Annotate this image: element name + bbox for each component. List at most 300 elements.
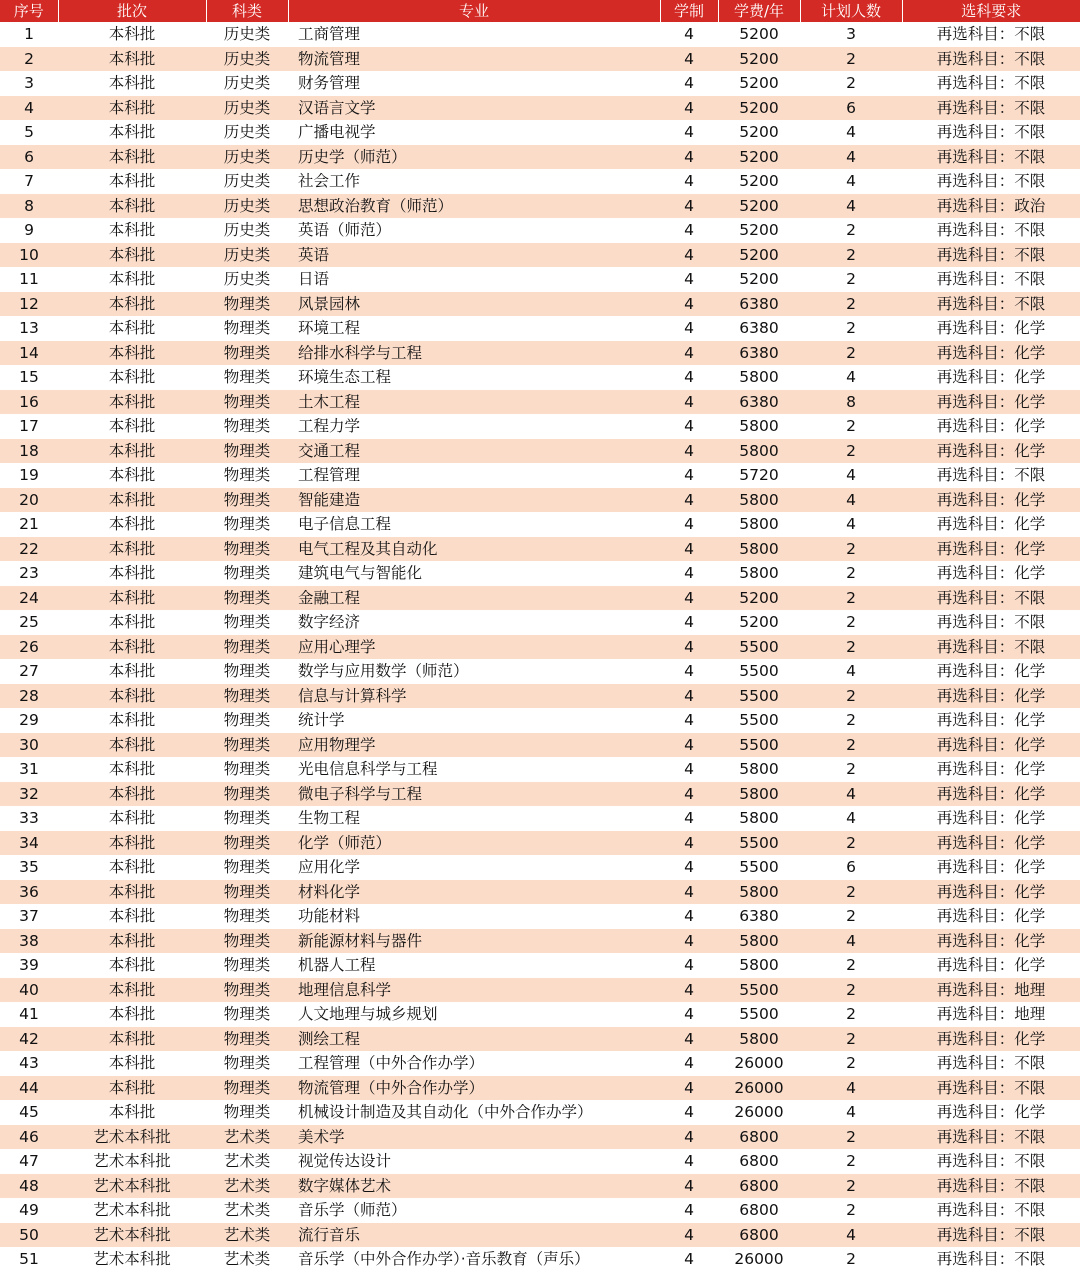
cell-batch: 本科批: [58, 243, 206, 268]
cell-major: 金融工程: [288, 586, 660, 611]
cell-batch: 本科批: [58, 831, 206, 856]
cell-major: 统计学: [298, 711, 345, 730]
cell-subject-requirement: 再选科目：化学: [936, 760, 1046, 779]
cell-plan-count: 4: [800, 929, 902, 954]
cell-duration: 4: [660, 439, 718, 464]
cell-tuition: 5800: [739, 368, 779, 387]
cell-index: 42: [0, 1027, 58, 1052]
cell-batch: 本科批: [108, 1005, 156, 1024]
cell-duration: 4: [684, 662, 694, 681]
cell-major: 化学（师范）: [288, 831, 660, 856]
cell-tuition: 5500: [739, 662, 779, 681]
cell-category: 物理类: [206, 488, 288, 513]
cell-subject-requirement: 再选科目：不限: [936, 1054, 1046, 1073]
cell-duration: 4: [660, 243, 718, 268]
table-row: [0, 1223, 1080, 1248]
cell-duration: 4: [660, 292, 718, 317]
cell-plan-count: 4: [800, 782, 902, 807]
cell-subject-requirement: 再选科目：不限: [902, 635, 1080, 660]
cell-plan-count: 4: [800, 194, 902, 219]
cell-index: 4: [0, 96, 58, 121]
cell-category: 物理类: [223, 319, 271, 338]
cell-duration: 4: [684, 221, 694, 240]
cell-subject-requirement: 再选科目：化学: [936, 711, 1046, 730]
cell-index: 32: [0, 782, 58, 807]
table-row: [0, 880, 1080, 905]
table-row: [0, 243, 1080, 268]
cell-batch: 本科批: [58, 488, 206, 513]
cell-batch: 本科批: [58, 978, 206, 1003]
cell-index: 2: [0, 47, 58, 72]
cell-major: 人文地理与城乡规划: [298, 1005, 438, 1024]
table-row: [0, 439, 1080, 464]
cell-plan-count: 2: [846, 1005, 856, 1024]
cell-category: 历史类: [223, 221, 271, 240]
cell-major: 交通工程: [288, 439, 660, 464]
cell-tuition: 5720: [739, 466, 779, 485]
table-header: [0, 0, 1080, 22]
cell-duration: 4: [684, 1103, 694, 1122]
cell-batch: 本科批: [58, 880, 206, 905]
cell-tuition: 26000: [734, 1054, 784, 1073]
cell-batch: 本科批: [108, 1103, 156, 1122]
cell-major: 生物工程: [298, 809, 361, 828]
cell-duration: 4: [660, 47, 718, 72]
cell-batch: 本科批: [58, 47, 206, 72]
header-duration: 学制: [660, 0, 718, 22]
cell-tuition: 5800: [739, 760, 779, 779]
cell-subject-requirement: 再选科目：不限: [936, 123, 1046, 142]
cell-major: 汉语言文学: [288, 96, 660, 121]
cell-duration: 4: [684, 1250, 694, 1269]
cell-tuition: 5800: [739, 417, 779, 436]
cell-major: 应用物理学: [288, 733, 660, 758]
cell-plan-count: 2: [800, 292, 902, 317]
cell-subject-requirement: 再选科目：不限: [902, 145, 1080, 170]
cell-batch: 本科批: [108, 711, 156, 730]
cell-subject-requirement: 再选科目：不限: [902, 1174, 1080, 1199]
cell-duration: 4: [660, 831, 718, 856]
cell-index: 18: [0, 439, 58, 464]
cell-plan-count: 2: [800, 439, 902, 464]
cell-batch: 本科批: [108, 221, 156, 240]
cell-plan-count: 2: [800, 831, 902, 856]
cell-subject-requirement: 再选科目：化学: [936, 417, 1046, 436]
cell-category: 物理类: [223, 613, 271, 632]
table-row: [0, 145, 1080, 170]
table-row: [0, 390, 1080, 415]
table-row: [0, 733, 1080, 758]
cell-duration: 4: [660, 1027, 718, 1052]
cell-plan-count: 2: [846, 1201, 856, 1220]
cell-index: 37: [19, 907, 39, 926]
cell-batch: 艺术本科批: [93, 1201, 171, 1220]
cell-tuition: 6800: [739, 1201, 779, 1220]
cell-plan-count: 2: [846, 319, 856, 338]
cell-index: 36: [0, 880, 58, 905]
cell-tuition: 5800: [739, 809, 779, 828]
cell-category: 艺术类: [223, 1201, 271, 1220]
cell-batch: 艺术本科批: [58, 1223, 206, 1248]
cell-subject-requirement: 再选科目：化学: [936, 319, 1046, 338]
cell-tuition: 6800: [718, 1125, 800, 1150]
cell-tuition: 5200: [739, 123, 779, 142]
cell-major: 材料化学: [288, 880, 660, 905]
cell-plan-count: 2: [846, 1152, 856, 1171]
cell-duration: 4: [660, 488, 718, 513]
cell-category: 物理类: [223, 1103, 271, 1122]
cell-index: 48: [0, 1174, 58, 1199]
table-row: [0, 659, 1080, 684]
cell-major: 新能源材料与器件: [288, 929, 660, 954]
cell-tuition: 5500: [718, 978, 800, 1003]
cell-duration: 4: [684, 956, 694, 975]
cell-category: 物理类: [223, 564, 271, 583]
cell-index: 26: [0, 635, 58, 660]
cell-major: 音乐学（中外合作办学）·音乐教育（声乐）: [298, 1250, 590, 1269]
cell-subject-requirement: 再选科目：化学: [902, 341, 1080, 366]
cell-subject-requirement: 再选科目：化学: [902, 537, 1080, 562]
cell-category: 历史类: [223, 25, 271, 44]
cell-batch: 本科批: [108, 74, 156, 93]
cell-tuition: 5200: [739, 270, 779, 289]
table-row: [0, 1076, 1080, 1101]
cell-duration: 4: [684, 809, 694, 828]
cell-tuition: 26000: [734, 1103, 784, 1122]
cell-batch: 本科批: [108, 564, 156, 583]
cell-tuition: 5200: [739, 172, 779, 191]
cell-batch: 本科批: [108, 1054, 156, 1073]
table-row: [0, 904, 1080, 929]
cell-index: 27: [19, 662, 39, 681]
cell-duration: 4: [660, 635, 718, 660]
table-row: [0, 855, 1080, 880]
table-row: [0, 1125, 1080, 1150]
cell-plan-count: 4: [800, 145, 902, 170]
cell-category: 艺术类: [206, 1125, 288, 1150]
cell-subject-requirement: 再选科目：不限: [936, 1152, 1046, 1171]
cell-index: 17: [19, 417, 39, 436]
cell-duration: 4: [660, 390, 718, 415]
table-row: [0, 1247, 1080, 1272]
header-row: [0, 0, 1080, 22]
cell-batch: 本科批: [58, 1027, 206, 1052]
cell-batch: 艺术本科批: [93, 1152, 171, 1171]
cell-tuition: 5500: [718, 635, 800, 660]
cell-major: 电气工程及其自动化: [288, 537, 660, 562]
cell-duration: 4: [660, 194, 718, 219]
cell-duration: 4: [684, 711, 694, 730]
cell-category: 物理类: [223, 858, 271, 877]
cell-plan-count: 2: [800, 1174, 902, 1199]
cell-tuition: 5500: [739, 1005, 779, 1024]
table-row: [0, 463, 1080, 488]
cell-duration: 4: [684, 270, 694, 289]
cell-duration: 4: [684, 417, 694, 436]
cell-duration: 4: [660, 1125, 718, 1150]
table-row: [0, 561, 1080, 586]
cell-plan-count: 2: [800, 586, 902, 611]
cell-plan-count: 3: [846, 25, 856, 44]
cell-batch: 本科批: [58, 439, 206, 464]
cell-subject-requirement: 再选科目：化学: [936, 368, 1046, 387]
table-row: [0, 610, 1080, 635]
cell-tuition: 6380: [718, 390, 800, 415]
cell-plan-count: 4: [846, 172, 856, 191]
cell-tuition: 5200: [739, 613, 779, 632]
cell-subject-requirement: 再选科目：化学: [936, 662, 1046, 681]
cell-category: 历史类: [223, 123, 271, 142]
table-row: [0, 586, 1080, 611]
cell-index: 47: [19, 1152, 39, 1171]
cell-tuition: 6380: [718, 292, 800, 317]
header-plan-count: 计划人数: [800, 0, 902, 22]
table-row: [0, 1002, 1080, 1027]
cell-major: 环境工程: [298, 319, 361, 338]
cell-category: 物理类: [223, 956, 271, 975]
cell-plan-count: 2: [846, 270, 856, 289]
cell-plan-count: 2: [800, 880, 902, 905]
cell-batch: 本科批: [108, 466, 156, 485]
cell-tuition: 5800: [739, 515, 779, 534]
cell-duration: 4: [660, 341, 718, 366]
table-row: [0, 537, 1080, 562]
table-row: [0, 978, 1080, 1003]
cell-index: 29: [19, 711, 39, 730]
cell-index: 1: [24, 25, 34, 44]
table-row: [0, 512, 1080, 537]
cell-subject-requirement: 再选科目：化学: [902, 880, 1080, 905]
table-row: [0, 953, 1080, 978]
cell-index: 45: [19, 1103, 39, 1122]
cell-batch: 本科批: [108, 956, 156, 975]
table-row: [0, 316, 1080, 341]
cell-tuition: 6800: [718, 1223, 800, 1248]
cell-tuition: 5800: [718, 782, 800, 807]
cell-category: 历史类: [206, 243, 288, 268]
cell-plan-count: 2: [800, 733, 902, 758]
cell-subject-requirement: 再选科目：不限: [902, 1076, 1080, 1101]
cell-plan-count: 2: [846, 221, 856, 240]
cell-batch: 本科批: [108, 172, 156, 191]
cell-category: 艺术类: [223, 1152, 271, 1171]
cell-batch: 本科批: [58, 341, 206, 366]
cell-plan-count: 2: [800, 1027, 902, 1052]
cell-index: 40: [0, 978, 58, 1003]
cell-subject-requirement: 再选科目：不限: [902, 1223, 1080, 1248]
table-row: [0, 365, 1080, 390]
cell-tuition: 5500: [718, 831, 800, 856]
cell-plan-count: 8: [800, 390, 902, 415]
cell-index: 10: [0, 243, 58, 268]
cell-index: 38: [0, 929, 58, 954]
cell-subject-requirement: 再选科目：化学: [902, 488, 1080, 513]
cell-category: 物理类: [223, 809, 271, 828]
cell-index: 34: [0, 831, 58, 856]
cell-duration: 4: [660, 684, 718, 709]
cell-plan-count: 2: [846, 1054, 856, 1073]
cell-tuition: 5800: [718, 439, 800, 464]
cell-category: 物理类: [223, 711, 271, 730]
cell-index: 24: [0, 586, 58, 611]
cell-tuition: 5500: [739, 711, 779, 730]
cell-tuition: 5800: [739, 956, 779, 975]
cell-duration: 4: [660, 1174, 718, 1199]
cell-plan-count: 4: [846, 368, 856, 387]
cell-category: 物理类: [206, 439, 288, 464]
cell-duration: 4: [684, 564, 694, 583]
cell-batch: 本科批: [58, 586, 206, 611]
cell-batch: 本科批: [108, 760, 156, 779]
cell-tuition: 5800: [739, 564, 779, 583]
cell-tuition: 5200: [718, 243, 800, 268]
cell-tuition: 5500: [739, 858, 779, 877]
header-subject-requirement: 选科要求: [902, 0, 1080, 22]
table-row: [0, 169, 1080, 194]
cell-category: 历史类: [206, 96, 288, 121]
cell-major: 功能材料: [298, 907, 361, 926]
cell-category: 物理类: [223, 466, 271, 485]
cell-subject-requirement: 再选科目：化学: [902, 439, 1080, 464]
cell-major: 土木工程: [288, 390, 660, 415]
cell-category: 物理类: [223, 907, 271, 926]
cell-category: 艺术类: [223, 1250, 271, 1269]
cell-plan-count: 4: [846, 662, 856, 681]
cell-index: 28: [0, 684, 58, 709]
cell-category: 物理类: [206, 586, 288, 611]
cell-duration: 4: [684, 123, 694, 142]
cell-subject-requirement: 再选科目：不限: [936, 1250, 1046, 1269]
cell-plan-count: 2: [846, 1250, 856, 1269]
cell-category: 历史类: [206, 194, 288, 219]
cell-major: 广播电视学: [298, 123, 376, 142]
cell-major: 微电子科学与工程: [288, 782, 660, 807]
cell-category: 物理类: [206, 782, 288, 807]
table-row: [0, 1149, 1080, 1174]
cell-index: 33: [19, 809, 39, 828]
cell-major: 音乐学（师范）: [298, 1201, 407, 1220]
cell-batch: 本科批: [108, 25, 156, 44]
cell-subject-requirement: 再选科目：化学: [902, 831, 1080, 856]
header-major: 专业: [288, 0, 660, 22]
header-category: 科类: [206, 0, 288, 22]
cell-category: 物理类: [223, 368, 271, 387]
cell-subject-requirement: 再选科目：化学: [936, 809, 1046, 828]
cell-category: 物理类: [223, 417, 271, 436]
cell-batch: 艺术本科批: [93, 1250, 171, 1269]
cell-batch: 本科批: [108, 858, 156, 877]
cell-duration: 4: [684, 368, 694, 387]
cell-index: 46: [0, 1125, 58, 1150]
table-row: [0, 414, 1080, 439]
cell-duration: 4: [660, 782, 718, 807]
cell-major: 工商管理: [298, 25, 361, 44]
cell-plan-count: 2: [846, 564, 856, 583]
cell-tuition: 5200: [718, 96, 800, 121]
table-row: [0, 267, 1080, 292]
cell-tuition: 5200: [718, 586, 800, 611]
table-row: [0, 1100, 1080, 1125]
table-row: [0, 488, 1080, 513]
cell-tuition: 5500: [718, 733, 800, 758]
table-row: [0, 806, 1080, 831]
cell-category: 物理类: [223, 662, 271, 681]
cell-major: 给排水科学与工程: [288, 341, 660, 366]
cell-subject-requirement: 再选科目：不限: [902, 243, 1080, 268]
cell-tuition: 6800: [739, 1152, 779, 1171]
cell-batch: 本科批: [108, 907, 156, 926]
table-body: [0, 22, 1080, 1272]
cell-plan-count: 2: [800, 47, 902, 72]
cell-duration: 4: [684, 613, 694, 632]
table-row: [0, 929, 1080, 954]
cell-duration: 4: [660, 537, 718, 562]
cell-duration: 4: [684, 172, 694, 191]
cell-subject-requirement: 再选科目：不限: [936, 172, 1046, 191]
cell-major: 英语（师范）: [298, 221, 392, 240]
cell-index: 50: [0, 1223, 58, 1248]
cell-duration: 4: [684, 25, 694, 44]
cell-duration: 4: [684, 74, 694, 93]
header-batch: 批次: [58, 0, 206, 22]
table-row: [0, 708, 1080, 733]
cell-plan-count: 4: [846, 466, 856, 485]
cell-tuition: 26000: [734, 1250, 784, 1269]
cell-batch: 本科批: [108, 417, 156, 436]
cell-batch: 本科批: [58, 733, 206, 758]
cell-major: 财务管理: [298, 74, 361, 93]
cell-index: 41: [19, 1005, 39, 1024]
cell-plan-count: 4: [800, 1076, 902, 1101]
cell-category: 物理类: [206, 635, 288, 660]
cell-plan-count: 2: [800, 635, 902, 660]
cell-category: 物理类: [206, 831, 288, 856]
cell-major: 视觉传达设计: [298, 1152, 392, 1171]
cell-tuition: 6800: [718, 1174, 800, 1199]
cell-index: 7: [24, 172, 34, 191]
cell-index: 12: [0, 292, 58, 317]
cell-tuition: 5200: [739, 25, 779, 44]
cell-index: 19: [19, 466, 39, 485]
cell-plan-count: 2: [846, 760, 856, 779]
cell-category: 物理类: [206, 390, 288, 415]
cell-index: 21: [19, 515, 39, 534]
cell-subject-requirement: 再选科目：地理: [936, 1005, 1046, 1024]
cell-subject-requirement: 再选科目：不限: [902, 586, 1080, 611]
cell-subject-requirement: 再选科目：化学: [936, 1103, 1046, 1122]
cell-category: 物理类: [223, 1054, 271, 1073]
cell-major: 历史学（师范）: [288, 145, 660, 170]
cell-index: 13: [19, 319, 39, 338]
cell-batch: 本科批: [108, 368, 156, 387]
cell-duration: 4: [660, 1223, 718, 1248]
table-row: [0, 757, 1080, 782]
cell-subject-requirement: 再选科目：化学: [902, 733, 1080, 758]
cell-batch: 本科批: [108, 319, 156, 338]
cell-plan-count: 2: [800, 1125, 902, 1150]
cell-major: 地理信息科学: [288, 978, 660, 1003]
cell-duration: 4: [684, 1054, 694, 1073]
cell-batch: 本科批: [108, 270, 156, 289]
cell-batch: 本科批: [58, 537, 206, 562]
cell-major: 物流管理: [288, 47, 660, 72]
cell-batch: 本科批: [108, 809, 156, 828]
cell-category: 艺术类: [206, 1174, 288, 1199]
cell-major: 工程管理（中外合作办学）: [298, 1054, 485, 1073]
cell-major: 日语: [298, 270, 330, 289]
cell-category: 物理类: [206, 978, 288, 1003]
cell-index: 15: [19, 368, 39, 387]
